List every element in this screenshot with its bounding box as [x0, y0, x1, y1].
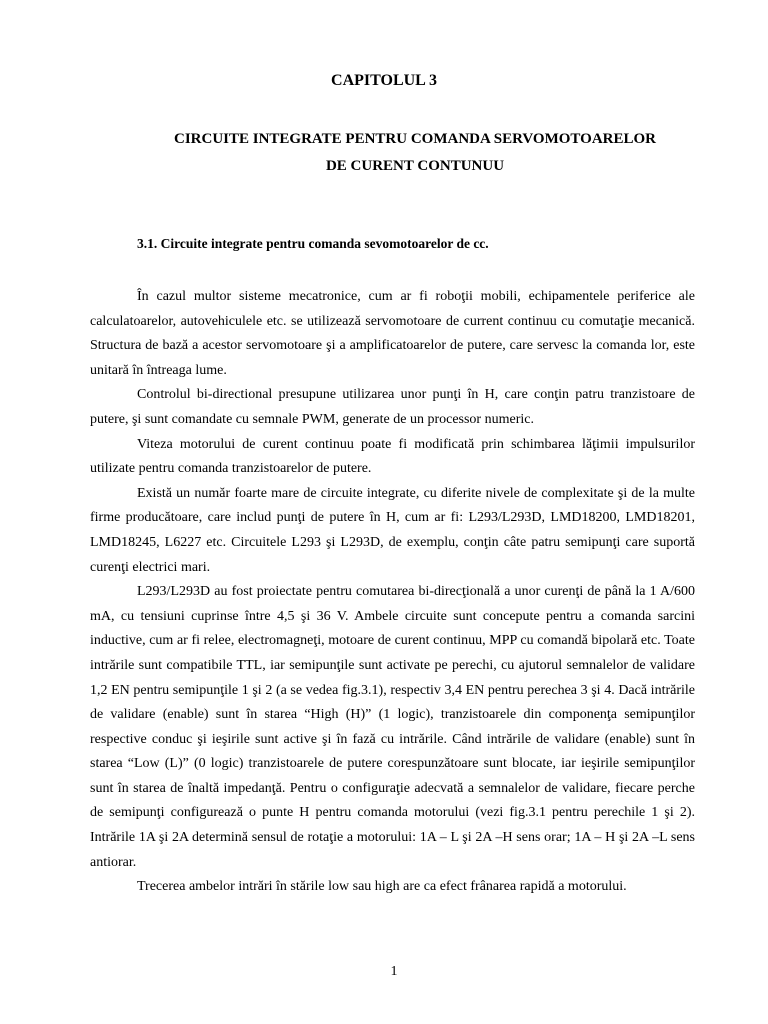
chapter-subtitle-line-1: CIRCUITE INTEGRATE PENTRU COMANDA SERVOMOTOARELOR — [173, 131, 656, 147]
paragraph: Viteza motorului de curent continuu poate fi modificată prin schimbarea lăţimii impulsurilor utilizate pentru comanda tranzistoarelor de putere. — [90, 436, 695, 477]
paragraph: Controlul bi-directional presupune utilizarea unor punţi în H, care conţin patru tranzistoare de putere, şi sunt comandate cu semnale PWM, generate de un processor numeric. — [90, 387, 695, 427]
chapter-title: CAPITOLUL 3 — [331, 72, 437, 89]
paragraph: L293/L293D au fost proiectate pentru comutarea bi-direcţională a unor curenţi de până la 1 A/600 mA, cu tensiuni cuprinse între 4,5 şi 36 V. Ambele circuite sunt concepute pentru a comanda sarcini inductive, cum ar fi relee, electromagneţi, motoare de curent continuu, MPP cu comandă bipolară etc. Toate intrările sunt compatibile TTL, iar semipunţile sunt activate pe perechi, cu ajutorul semnalelor de validare 1,2 EN pentru semipunţile 1 şi 2 (a se vedea fig.3.1), respectiv 3,4 EN pentru perechea 3 şi 4. Dacă intrările de validare (enable) sunt în starea “High (H)” (1 logic), tranzistoarele din componenţa semipunţilor respective conduc şi ieşirile sunt active şi în fază cu intrările. Când intrările de validare (enable) sunt în starea “Low (L)” (0 logic) tranzistoarele de putere corespunzătoare sunt blocate, iar ieşirile semipunţilor sunt în starea de înaltă impedanţă. Pentru o configuraţie adecvată a semnalelor de validare, fiecare perche de semipunţi configurează o punte H pentru comanda motorului (vezi fig.3.1 pentru perechile 1 şi 2). Intrările 1A şi 2A determină sensul de rotaţie a motorului: 1A – L şi 2A –H sens orar; 1A – H şi 2A –L sens antiorar. — [90, 584, 695, 870]
section-heading: 3.1. Circuite integrate pentru comanda sevomotoarelor de cc. — [137, 236, 489, 251]
chapter-subtitle — [100, 126, 730, 180]
body-text — [90, 285, 695, 900]
paragraph: În cazul multor sisteme mecatronice, cum ar fi roboţii mobili, echipamentele periferice ale calculatoarelor, autovehiculele etc. se utilizează servomotoare de current continuu cu comutaţie mecanică. Structura de bază a acestor servomotoare şi a amplificatoarelor de putere, care servesc la comanda lor, este unitară în întreaga lume. — [90, 289, 695, 378]
paragraph: Există un număr foarte mare de circuite integrate, cu diferite nivele de complexitate şi de la multe firme producătoare, care includ punţi de putere în H, cum ar fi: L293/L293D, LMD18200, LMD18201, LMD18245, L6227 etc. Circuitele L293 şi L293D, de exemplu, conţin câte patru semipunţi care suportă curenţi electrici mari. — [90, 485, 695, 575]
paragraph: Trecerea ambelor intrări în stările low sau high are ca efect frânarea rapidă a motorului. — [137, 879, 627, 895]
chapter-subtitle-line-2: DE CURENT CONTUNUU — [325, 158, 505, 174]
page-number: 1 — [390, 964, 398, 979]
